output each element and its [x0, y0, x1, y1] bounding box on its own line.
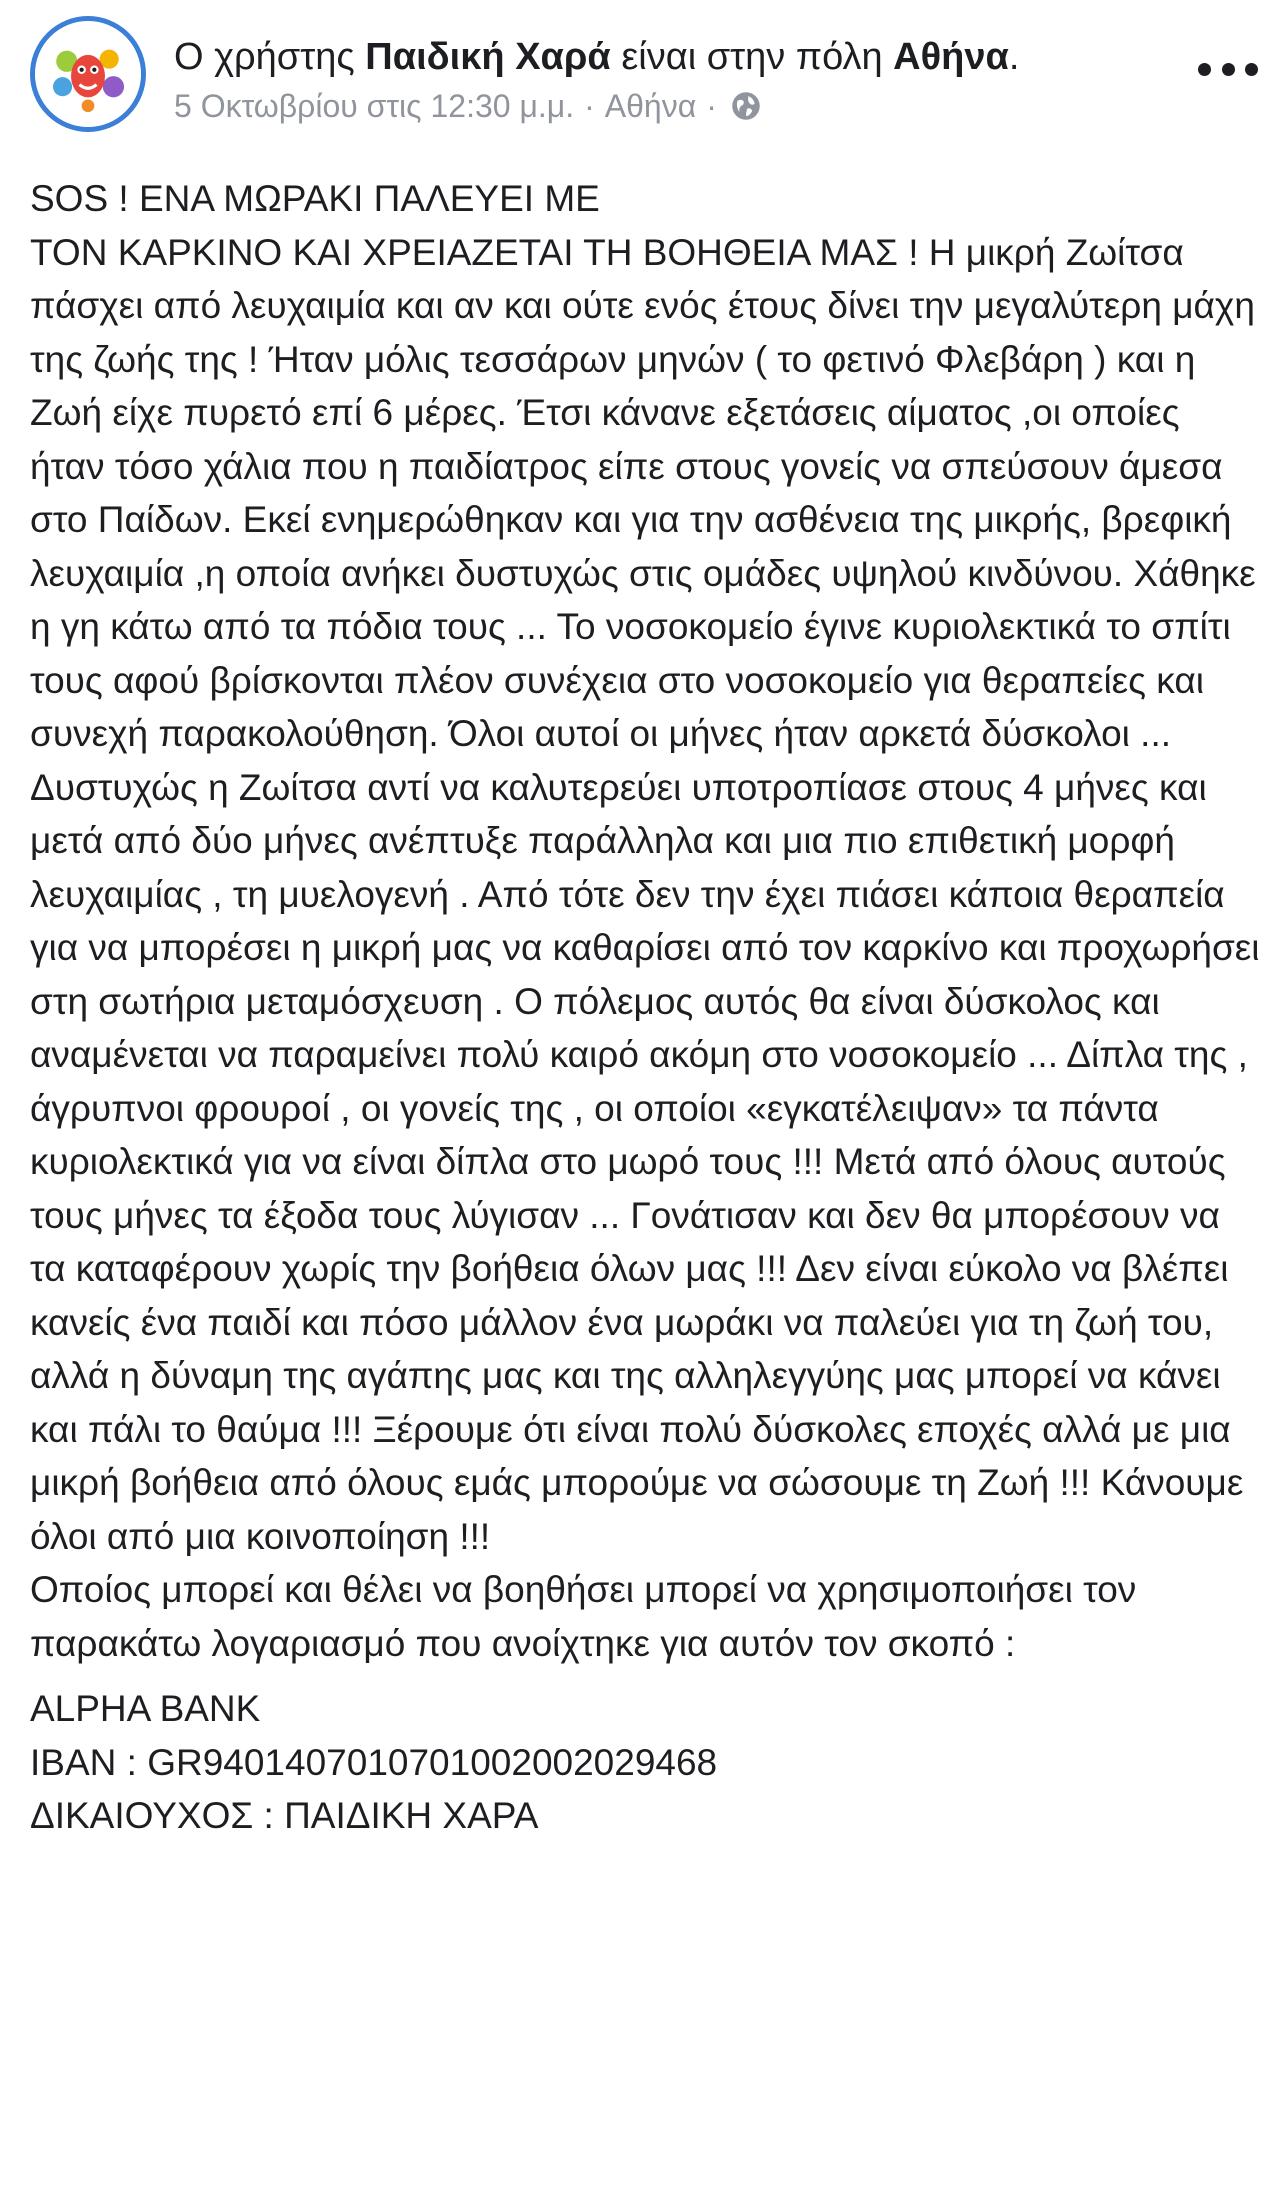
meta-separator: ·	[584, 88, 595, 124]
post-title	[174, 34, 1154, 80]
more-dot	[1198, 63, 1211, 76]
more-options-icon[interactable]	[1198, 54, 1258, 84]
beneficiary: ΔΙΚΑΙΟΥΧΟΣ : ΠΑΙΔΙΚΗ ΧΑΡΑ	[30, 1795, 539, 1836]
profile-avatar[interactable]	[30, 16, 146, 132]
post-header-text	[174, 34, 1154, 126]
author-name-link[interactable]: Παιδική Χαρά	[365, 36, 611, 78]
city-link[interactable]: Αθήνα	[893, 36, 1009, 78]
iban: IBAN : GR9401407010701002002029468	[30, 1741, 718, 1783]
playground-logo-icon	[35, 21, 141, 127]
globe-icon[interactable]	[731, 91, 761, 121]
title-suffix: .	[1008, 36, 1020, 78]
post-location[interactable]: Αθήνα	[604, 88, 697, 124]
more-dot	[1245, 63, 1258, 76]
meta-separator-2: ·	[706, 88, 717, 124]
post-text: SOS ! ΕΝΑ ΜΩΡΑΚΙ ΠΑΛΕΥΕΙ ΜΕ ΤΟΝ ΚΑΡΚΙΝΟ ΚΑΙ ΧΡΕΙΑΖΕΤΑΙ ΤΗ ΒΟΗΘΕΙΑ ΜΑΣ ! Η μικρή Ζωίτσα πάσχει από λευχαιμία και αν και ούτε ενός έτους δίνει την μεγαλύτερη μάχη της ζωής της ! Ήταν μόλις τεσσάρων μηνών ( το φετινό Φλεβάρη ) και η Ζωή είχε πυρετό επί 6 μέρες. Έτσι κάνανε εξετάσεις αίματος ,οι οποίες ήταν τόσο χάλια που η παιδίατρος είπε στους γονείς να σπεύσουν άμεσα στο Παίδων. Εκεί ενημερώθηκαν και για την ασθένεια της μικρής, βρεφική λευχαιμία ,η οποία ανήκει δυστυχώς στις ομάδες υψηλού κινδύνου. Χάθηκε η γη κάτω από τα πόδια τους ... Το νοσοκομείο έγινε κυριολεκτικά το σπίτι τους αφού βρίσκονται πλέον συνέχεια στο νοσοκομείο για θεραπείες και συνεχή παρακολούθηση. Όλοι αυτοί οι μήνες ήταν αρκετά δύσκολοι ... Δυστυχώς η Ζωίτσα αντί να καλυτερεύει υποτροπίασε στους 4 μήνες και μετά από δύο μήνες ανέπτυξε παράλληλα και μια πιο επιθετική μορφή λευχαιμίας , τη μυελογενή . Από τότε δεν την έχει πιάσει κάποια θεραπεία για να μπορέσει η μικρή μας να καθαρίσει από τον καρκίνο και προχωρήσει στη σωτήρια μεταμόσχευση . Ο πόλεμος αυτός θα είναι δύσκολος και αναμένεται να παραμείνει πολύ καιρό ακόμη στο νοσοκομείο ... Δίπλα της , άγρυπνοι φρουροί , οι γονείς της , οι οποίοι «εγκατέλειψαν» τα πάντα κυριολεκτικά για να είναι δίπλα στο μωρό τους !!! Μετά από όλους αυτούς τους μήνες τα έξοδα τους λύγισαν ... Γονάτισαν και δεν θα μπορέσουν να τα καταφέρουν χωρίς την βοήθεια όλων μας !!! Δεν είναι εύκολο να βλέπει κανείς ένα παιδί και πόσο μάλλον ένα μωράκι να παλεύει για τη ζωή του, αλλά η δύναμη της αγάπης μας και της αλληλεγγύης μας μπορεί να κάνει και πάλι το θαύμα !!! Ξέρουμε ότι είναι πολύ δύσκολες εποχές αλλά με μια μικρή βοήθεια από όλους εμάς μπορούμε να σώσουμε τη Ζωή !!! Κάνουμε όλοι από μια κοινοποίηση !!! Οποίος μπορεί και θέλει να βοηθήσει μπορεί να χρησιμοποιήσει τον παρακάτω λογαριασμό που ανοίχτηκε για αυτόν τον σκοπό :	[30, 178, 1260, 1664]
post-body	[30, 172, 1260, 1843]
post-meta	[174, 86, 1154, 126]
more-dot	[1222, 63, 1235, 76]
post-timestamp[interactable]: 5 Οκτωβρίου στις 12:30 μ.μ.	[174, 88, 575, 124]
post-header	[28, 14, 1258, 139]
title-prefix: Ο χρήστης	[174, 36, 366, 78]
bank-details	[30, 1682, 1260, 1843]
title-middle: είναι στην πόλη	[610, 36, 894, 78]
bank-name: ALPHA BANK	[30, 1688, 261, 1729]
